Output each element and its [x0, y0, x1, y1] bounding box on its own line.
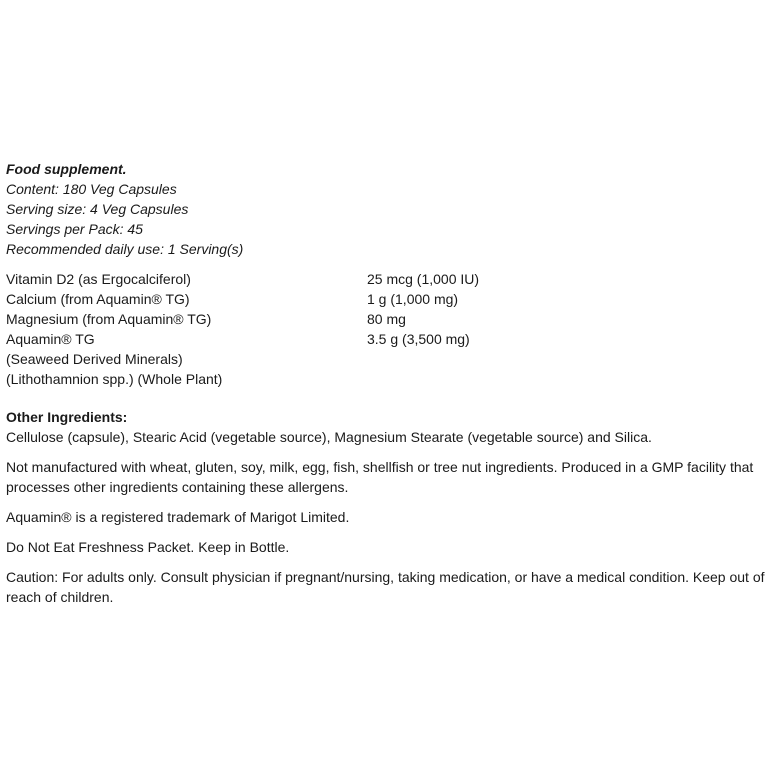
nutrient-name-line: (Seaweed Derived Minerals) [6, 351, 183, 367]
nutrient-name-line: Calcium (from Aquamin® TG) [6, 291, 190, 307]
nutrient-row [6, 269, 769, 289]
product-type-title: Food supplement. [6, 161, 127, 177]
other-ingredients-heading: Other Ingredients: [6, 409, 128, 425]
freshness-note: Do Not Eat Freshness Packet. Keep in Bottle. [6, 539, 290, 555]
allergen-note: Not manufactured with wheat, gluten, soy, milk, egg, fish, shellfish or tree nut ingredients. Produced in a GMP facility that processes other ingredients containing these allergens. [6, 459, 754, 495]
servings-per-pack-line: Servings per Pack: 45 [6, 221, 143, 237]
nutrient-row [6, 329, 769, 389]
nutrient-name-line: Aquamin® TG [6, 331, 95, 347]
content-line: Content: 180 Veg Capsules [6, 181, 177, 197]
nutrient-amount: 1 g (1,000 mg) [367, 291, 459, 307]
nutrient-name-line: (Lithothamnion spp.) (Whole Plant) [6, 371, 223, 387]
serving-size-line: Serving size: 4 Veg Capsules [6, 201, 189, 217]
nutrient-name [6, 289, 367, 309]
nutrient-amount: 80 mg [367, 311, 406, 327]
product-intro [6, 159, 769, 259]
nutrient-name [6, 309, 367, 329]
nutrient-row [6, 309, 769, 329]
nutrient-name [6, 269, 367, 289]
nutrient-amount: 3.5 g (3,500 mg) [367, 331, 470, 347]
nutrient-name [6, 329, 367, 389]
trademark-note: Aquamin® is a registered trademark of Marigot Limited. [6, 509, 350, 525]
nutrient-amount: 25 mcg (1,000 IU) [367, 271, 480, 287]
nutrient-table [6, 269, 769, 389]
nutrient-name-line: Magnesium (from Aquamin® TG) [6, 311, 212, 327]
nutrient-row [6, 289, 769, 309]
other-ingredients-text: Cellulose (capsule), Stearic Acid (vegetable source), Magnesium Stearate (vegetable source) and Silica. [6, 429, 652, 445]
caution-note: Caution: For adults only. Consult physician if pregnant/nursing, taking medication, or have a medical condition. Keep out of reach of children. [6, 569, 765, 605]
nutrient-name-line: Vitamin D2 (as Ergocalciferol) [6, 271, 191, 287]
recommended-use-line: Recommended daily use: 1 Serving(s) [6, 241, 244, 257]
